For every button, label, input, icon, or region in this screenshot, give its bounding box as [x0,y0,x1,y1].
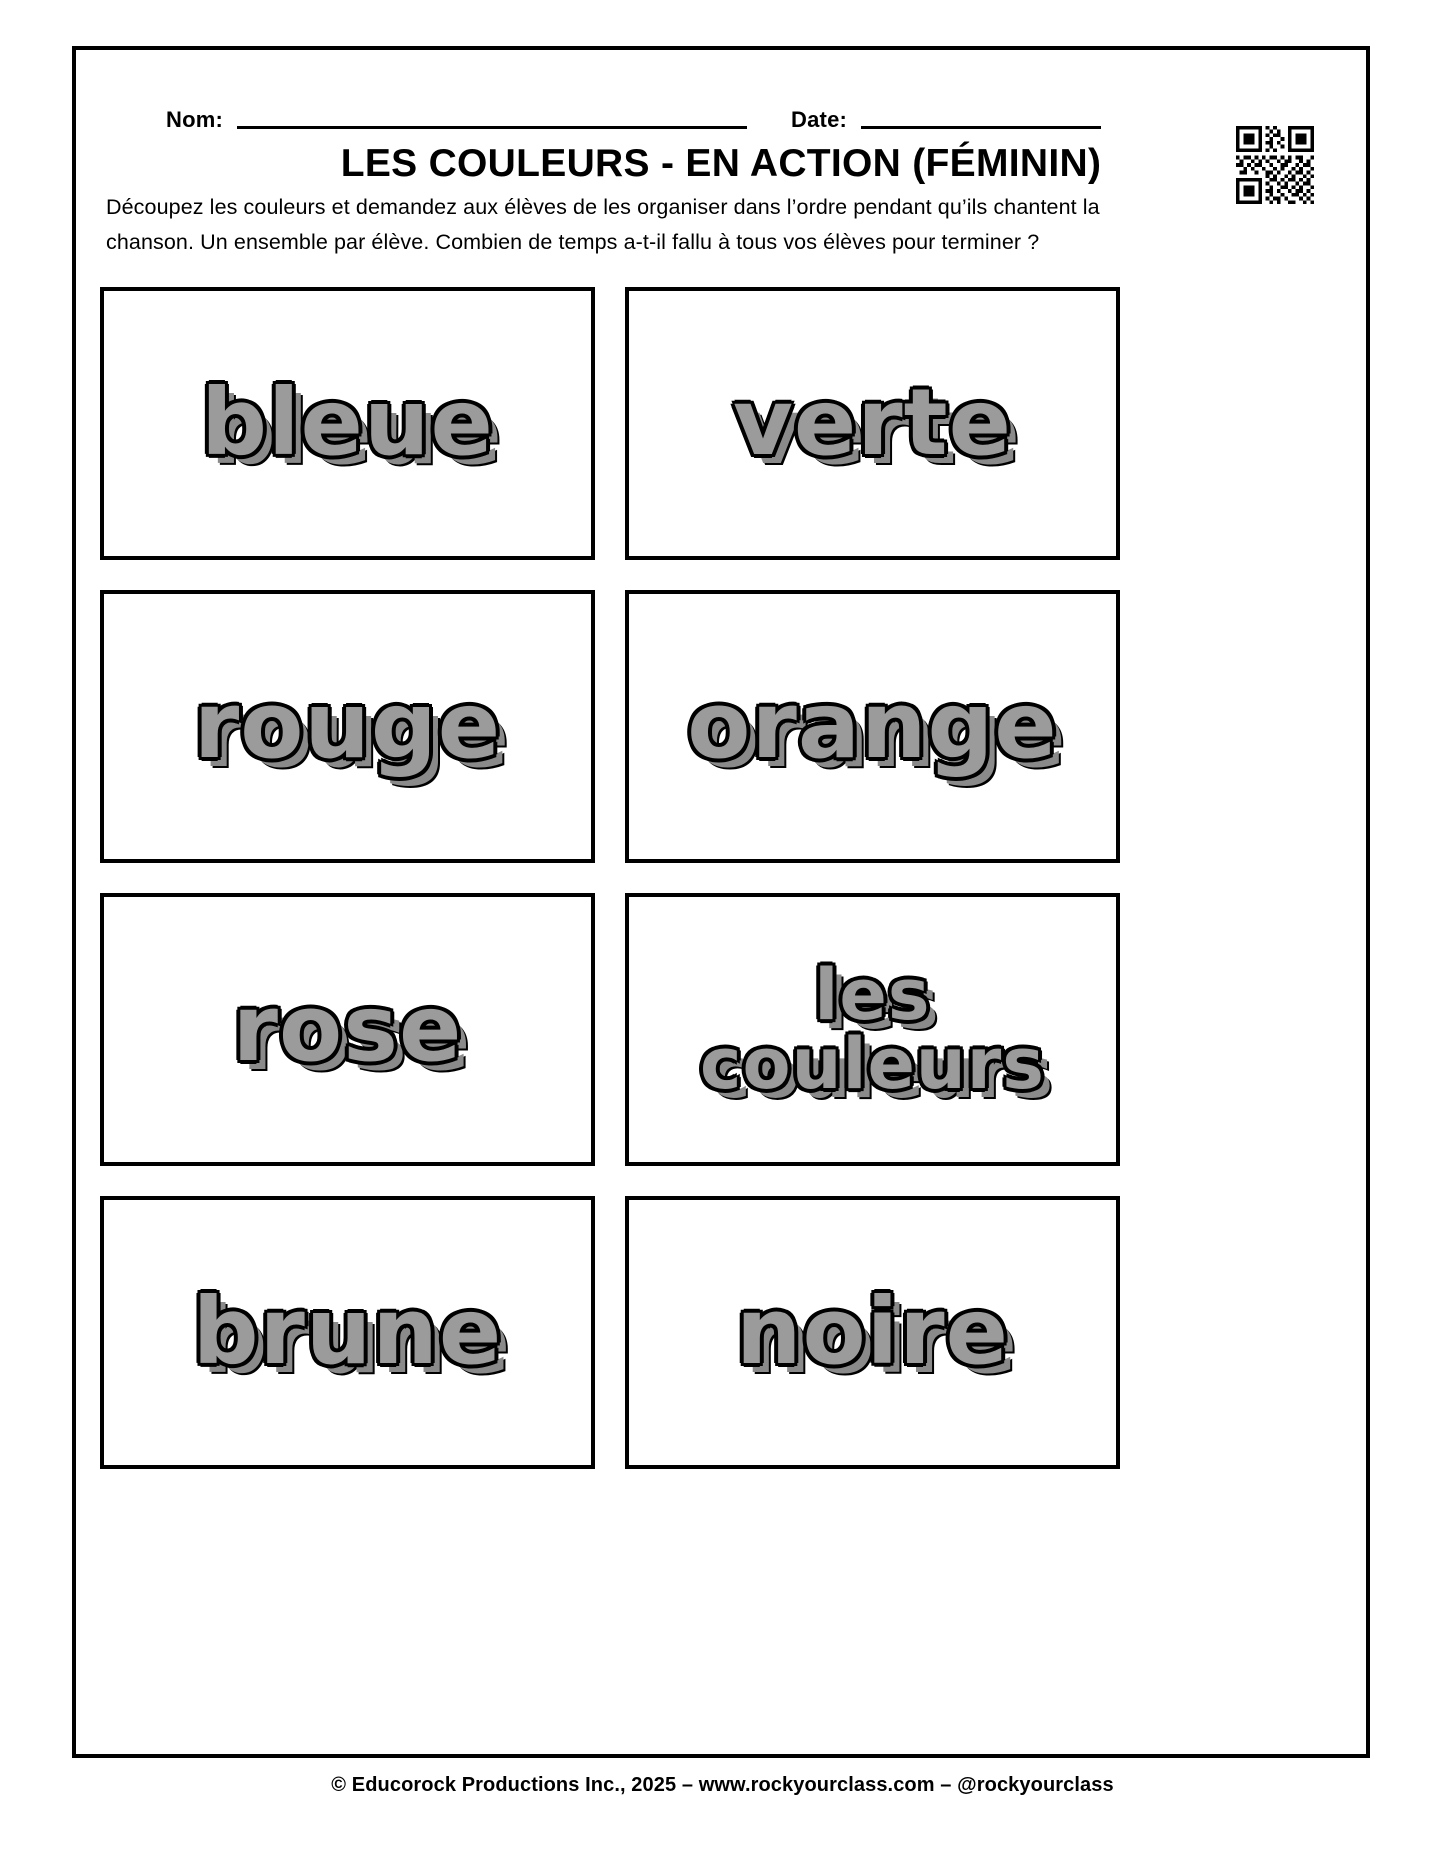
word-card-label: orange [687,672,1058,780]
word-card-line: couleurs [700,1022,1045,1105]
word-card[interactable] [100,287,595,560]
word-card-label: verte [732,369,1013,477]
word-card[interactable] [100,590,595,863]
word-card[interactable] [625,1196,1120,1469]
instructions-text: Découpez les couleurs et demandez aux élèves de les organiser dans l’ordre pendant qu’ils chantent la chanson. Un ensemble par élève. Combien de temps a-t-il fallu à tous vos élèves pour terminer ? [106,195,1100,254]
word-card-label: rouge [193,672,502,780]
word-card-line: les [814,953,931,1036]
word-card-label-multiline [690,953,1055,1105]
word-card[interactable] [625,287,1120,560]
name-date-row [166,95,1286,135]
qr-code-icon[interactable] [1236,126,1314,204]
footer-credit: © Educorock Productions Inc., 2025 – www.rockyourclass.com – @rockyourclass [331,1774,1114,1796]
word-card[interactable] [625,590,1120,863]
name-label: Nom: [166,107,224,132]
word-card-grid [100,287,1350,1469]
word-card-label: rose [232,975,463,1083]
word-card[interactable] [100,893,595,1166]
date-label: Date: [791,107,848,132]
word-card[interactable] [625,893,1120,1166]
word-card-label: noire [735,1278,1009,1386]
page-title: LES COULEURS - EN ACTION (FÉMININ) [340,142,1102,185]
word-card-label: brune [192,1278,503,1386]
word-card[interactable] [100,1196,595,1469]
name-input-line[interactable] [237,125,747,129]
worksheet-page [72,46,1370,1758]
date-input-line[interactable] [861,125,1101,129]
word-card-label: bleue [201,369,494,477]
